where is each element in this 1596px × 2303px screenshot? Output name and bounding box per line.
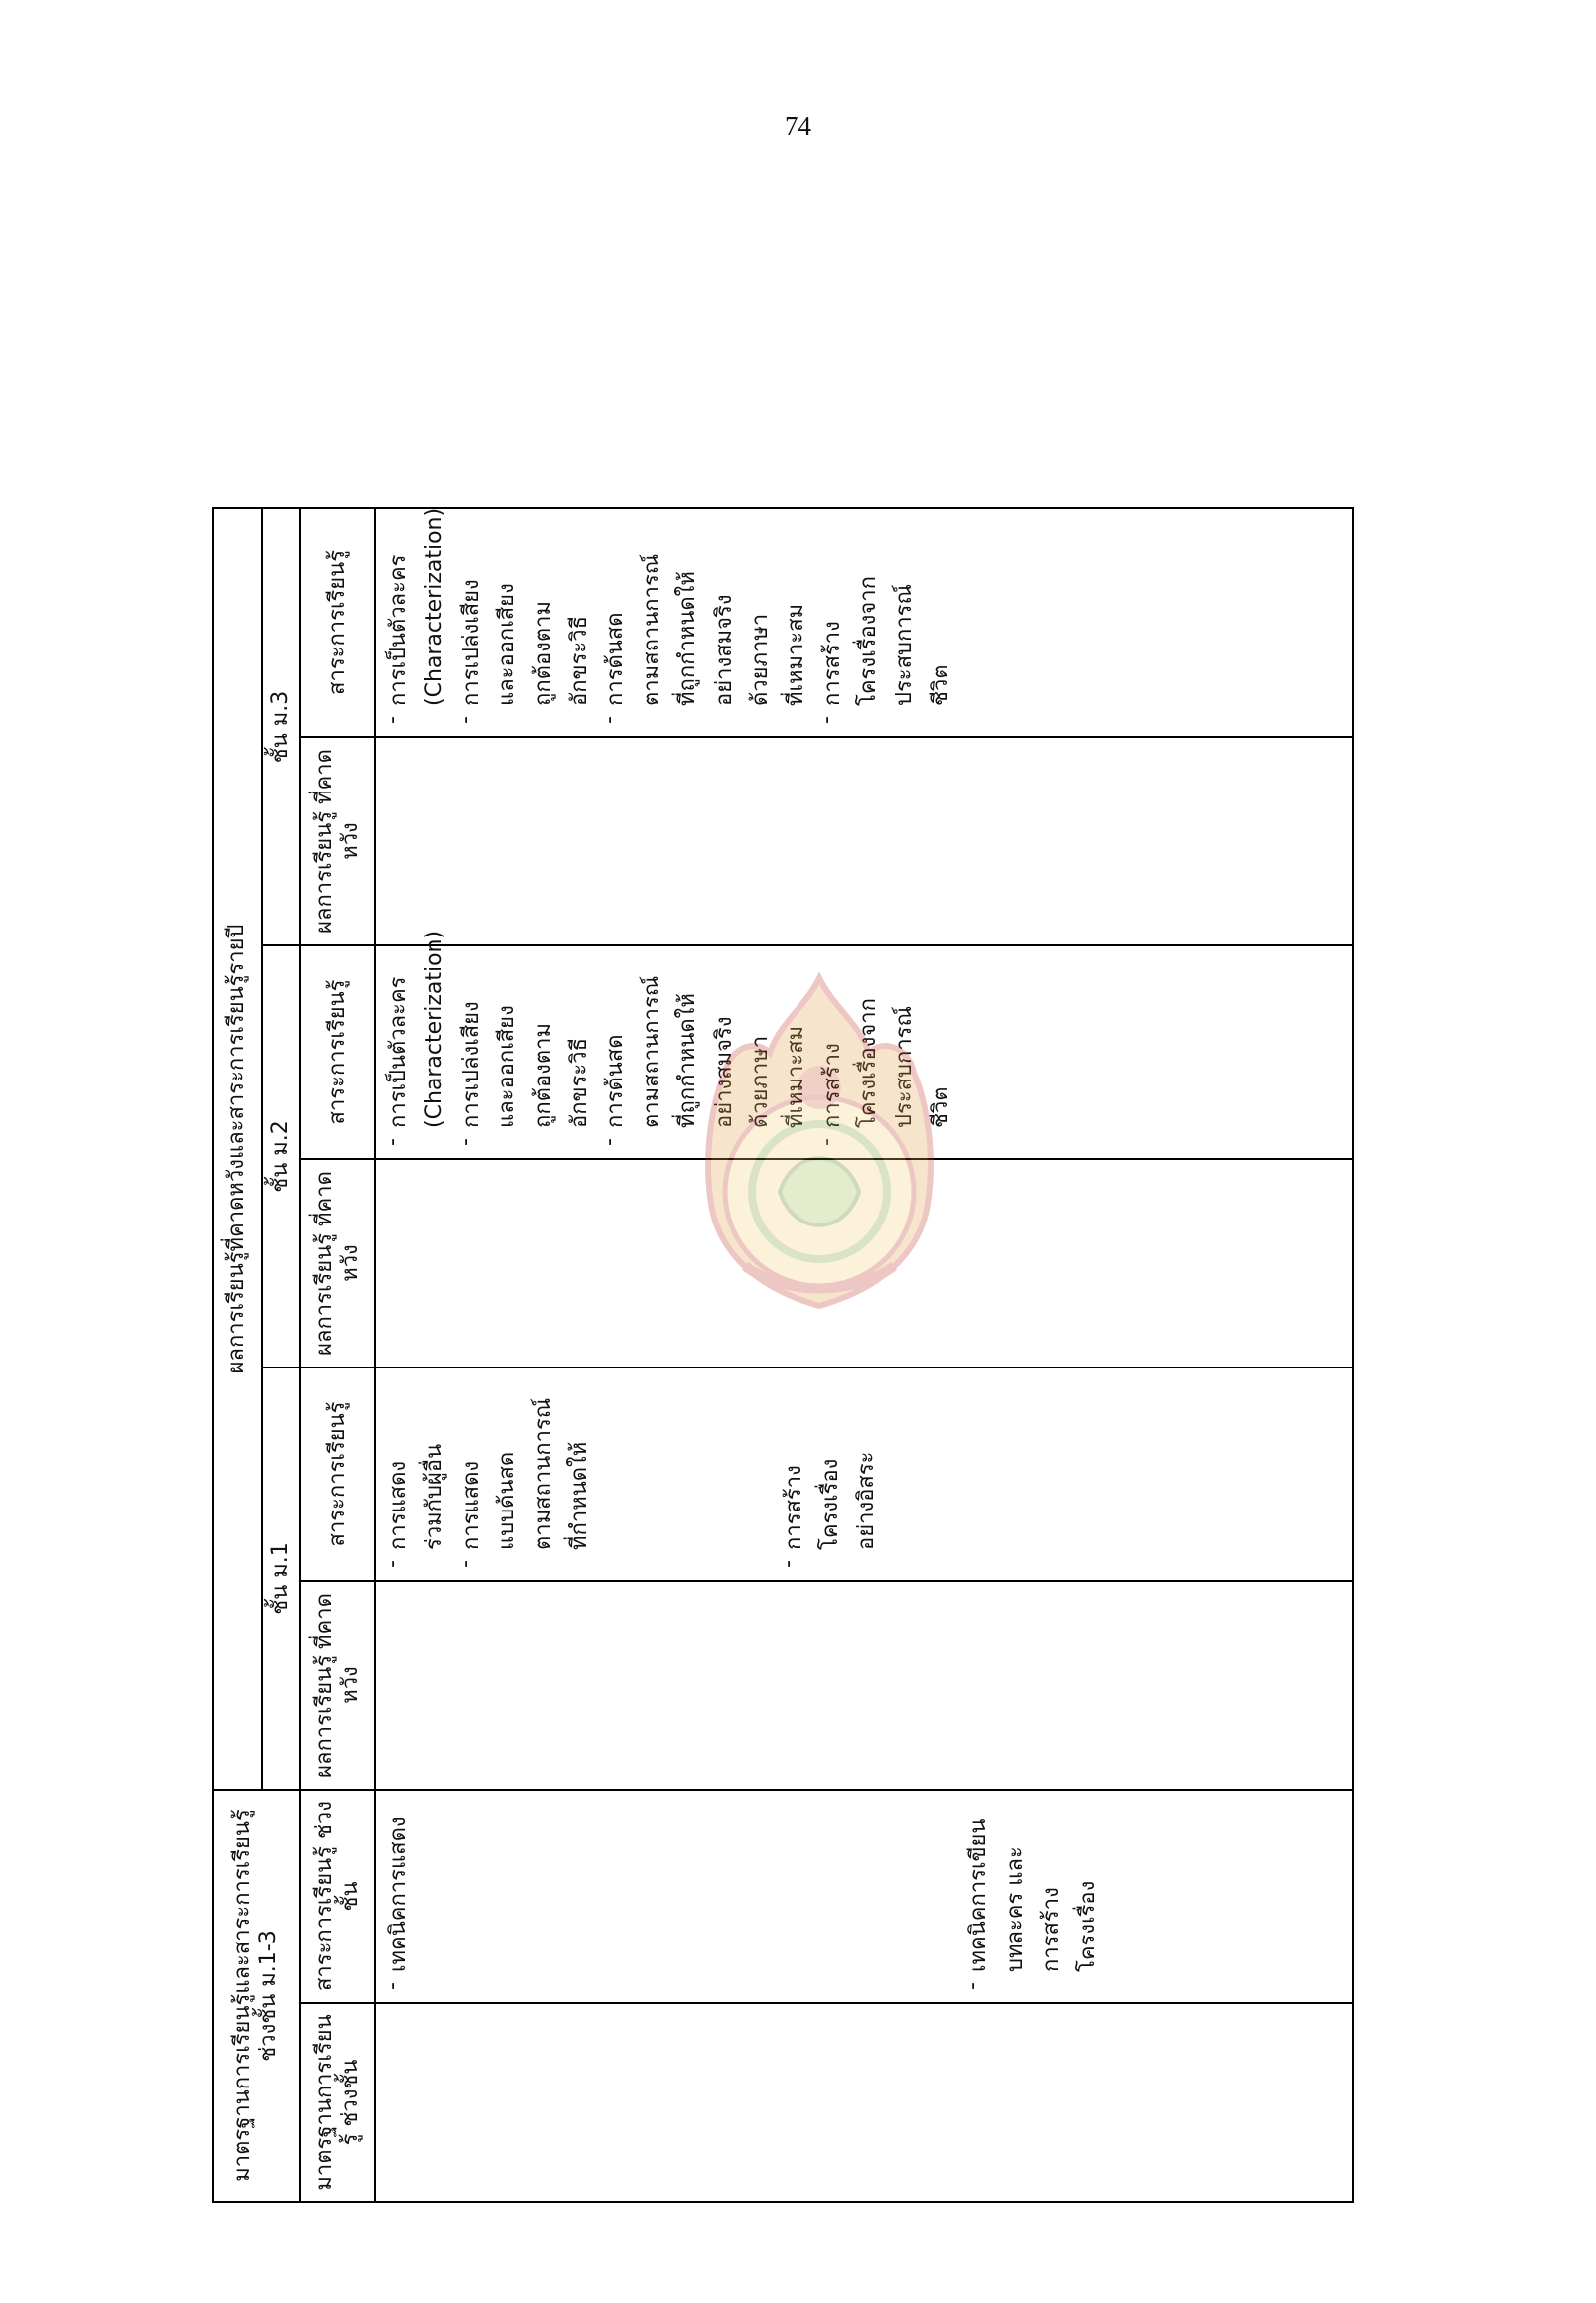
list-item: - การเปล่งเสียง และออกเสียง ถูกต้องตาม อักขระวิธี: [453, 954, 598, 1150]
col-standard: มาตรฐานการเรียนรู้ ช่วงชั้น: [300, 2003, 375, 2202]
col-expected-m2: ผลการเรียนรู้ ที่คาดหวัง: [300, 1159, 375, 1367]
page-number: 74: [785, 111, 811, 141]
list-item: - การแสดง แบบด้นสด ตามสถานการณ์ ที่กำหนดให้: [453, 1376, 598, 1572]
col-content-m3: สาระการเรียนรู้: [300, 508, 375, 737]
list-item: - การสร้าง โครงเรื่องจาก ประสบการณ์ ชีวิต: [814, 517, 959, 728]
header-standards: มาตรฐานการเรียนรู้และสาระการเรียนรู้ ช่วงชั้น ม.1-3: [213, 1790, 300, 2202]
col-expected-m3: ผลการเรียนรู้ ที่คาดหวัง: [300, 737, 375, 945]
header-expected-results: ผลการเรียนรู้ที่คาดหวังและสาระการเรียนรู้รายปี: [213, 508, 262, 1790]
list-item: - การเป็นตัวละคร (Characterization): [380, 954, 453, 1150]
curriculum-table: [212, 507, 1354, 2203]
list-item: - การแสดง ร่วมกับผู้อื่น: [380, 1376, 453, 1572]
list-item: - การเป็นตัวละคร (Characterization): [380, 517, 453, 728]
list-item: - การเปล่งเสียง และออกเสียง ถูกต้องตาม อักขระวิธี: [453, 517, 598, 728]
list-item: - การสร้าง โครงเรื่อง อย่างอิสระ: [776, 1376, 884, 1572]
header-grade-m2: ชั้น ม.2: [262, 945, 300, 1367]
header-grade-m1: ชั้น ม.1: [262, 1367, 300, 1790]
cell-expected-m3: [375, 737, 1353, 945]
list-item: - เทคนิคการแสดง: [380, 1799, 416, 1994]
list-item: - การด้นสด ตามสถานการณ์ ที่ถูกกำหนดให้ อย่างสมจริง ด้วยภาษา ที่เหมาะสม: [597, 954, 813, 1150]
list-item: - การสร้าง โครงเรื่องจาก ประสบการณ์ ชีวิต: [814, 954, 959, 1150]
cell-standard: [375, 2003, 1353, 2202]
col-content-range: สาระการเรียนรู้ ช่วงชั้น: [300, 1790, 375, 2003]
col-content-m1: สาระการเรียนรู้: [300, 1367, 375, 1581]
cell-content-m3: [375, 508, 1353, 737]
cell-expected-m2: [375, 1159, 1353, 1367]
list-item: - การด้นสด ตามสถานการณ์ ที่ถูกกำหนดให้ อย่างสมจริง ด้วยภาษา ที่เหมาะสม: [597, 517, 813, 728]
cell-expected-m1: [375, 1581, 1353, 1790]
list-item: - เทคนิคการเขียน บทละคร และ การสร้าง โครงเรื่อง: [960, 1799, 1105, 1994]
cell-content-m1: [375, 1367, 1353, 1581]
cell-content-m2: [375, 930, 1353, 1159]
cell-content-range: [375, 1790, 1353, 2003]
header-grade-m3: ชั้น ม.3: [262, 508, 300, 945]
rotated-table-container: [212, 509, 1354, 2203]
col-content-m2: สาระการเรียนรู้: [300, 945, 375, 1159]
col-expected-m1: ผลการเรียนรู้ ที่คาดหวัง: [300, 1581, 375, 1790]
